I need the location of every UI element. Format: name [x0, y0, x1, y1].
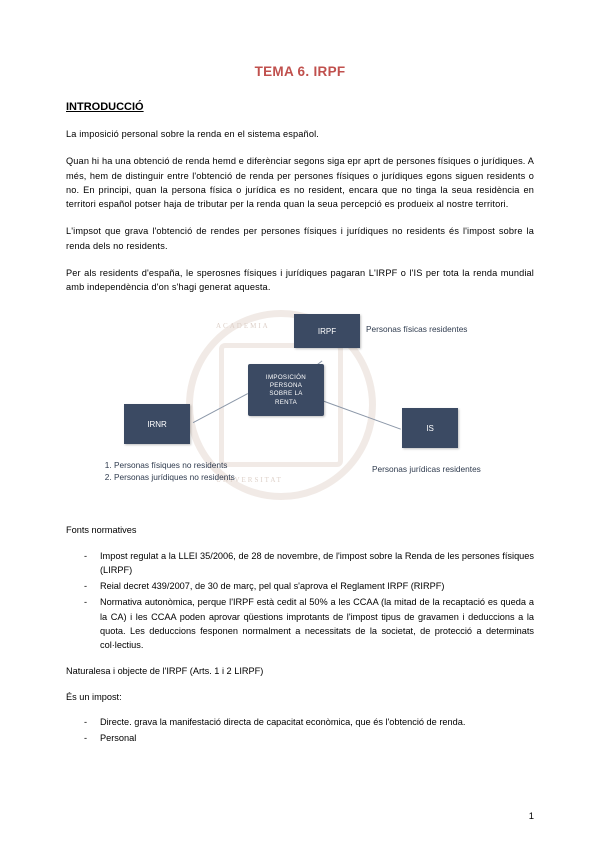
node-center-line-1: IMPOSICIÓN — [265, 373, 307, 381]
node-center-line-4: RENTA — [274, 398, 297, 406]
page-number: 1 — [528, 811, 534, 822]
paragraph-2: Quan hi ha una obtenció de renda hemd e diferènciar segons siga epr aprt de persones físiques o jurídiques. A més, hem de distinguir entre l'obtenció de renda per persones físiques o jurídiques egons siguen residents o no. En principi, quan la persona física o jurídica es no resident, encara que no tinga la seua residència en territori español potser haja de tributar per la renda quan la seua percepció es produeix al nostre territori. — [66, 156, 534, 209]
list-item: - Directe. grava la manifestació directa de capacitat econòmica, que és l'obtenció de renda. — [66, 715, 534, 729]
list-item: - Reial decret 439/2007, de 30 de març, pel qual s'aprova el Reglament IRPF (RIRPF) — [66, 579, 534, 593]
figure-list-item: 2. Personas jurídiques no residents — [114, 472, 235, 483]
node-irnr: IRNR — [124, 404, 190, 444]
watermark-bottom-text: UNIVERSITAT — [216, 476, 283, 485]
subheading-fonts-normatives: Fonts normatives — [66, 525, 137, 536]
node-is: IS — [402, 408, 458, 448]
node-center-line-2: PERSONA — [269, 381, 303, 389]
figure-label-personas-juridicas-residentes: Personas jurídicas residentes — [372, 464, 481, 475]
section-heading-introduccio: INTRODUCCIÓ — [66, 101, 144, 113]
list-item: - Personal — [66, 731, 534, 745]
subheading-naturalesa-objecte: Naturalesa i objecte de l'IRPF (Arts. 1 i 2 LIRPF) — [66, 666, 264, 677]
list-caracteristiques-impost — [66, 715, 534, 746]
node-center-line-3: SOBRE LA — [269, 390, 303, 398]
node-irpf: IRPF — [294, 314, 360, 348]
figure-imposicion-diagram — [66, 308, 532, 503]
figure-list-item: 1. Personas físiques no residents — [114, 460, 235, 471]
line-es-un-impost: És un impost: — [66, 691, 122, 702]
list-fonts-normatives — [66, 549, 534, 653]
figure-numbered-list — [100, 460, 235, 484]
watermark-top-text: ACADEMIA — [216, 322, 270, 331]
figure-label-personas-fisicas-residentes: Personas físicas residentes — [366, 324, 468, 335]
paragraph-3: L'impsot que grava l'obtenció de rendes per persones físiques i jurídiques no residents és l'impost sobre la renda dels no residents. — [66, 226, 534, 251]
paragraph-4: Per als residents d'españa, le sperosnes físiques i jurídiques pagaran L'IRPF o l'IS per tota la renda mundial amb independència d'on s'hagi generat aquesta. — [66, 267, 534, 292]
list-item: - Impost regulat a la LLEI 35/2006, de 28 de novembre, de l'impost sobre la Renda de les persones físiques (LIRPF) — [66, 549, 534, 578]
list-item: - Normativa autonòmica, perque l'IRPF està cedit al 50% a les CCAA (la mitad de la recaptació es queda a la CA) i les CCAA poden aprovar qüestions improtants de l'impost tipus de gravamen i deduccions a la quota. Les deduccions fesponen normalment a necessitats de la societat, de protecció a determinats col·lectius. — [66, 595, 534, 652]
node-imposicion-persona-sobre-la-renta — [248, 364, 324, 416]
page-title: TEMA 6. IRPF — [254, 64, 346, 79]
paragraph-1: La imposició personal sobre la renda en el sistema español. — [66, 129, 319, 139]
